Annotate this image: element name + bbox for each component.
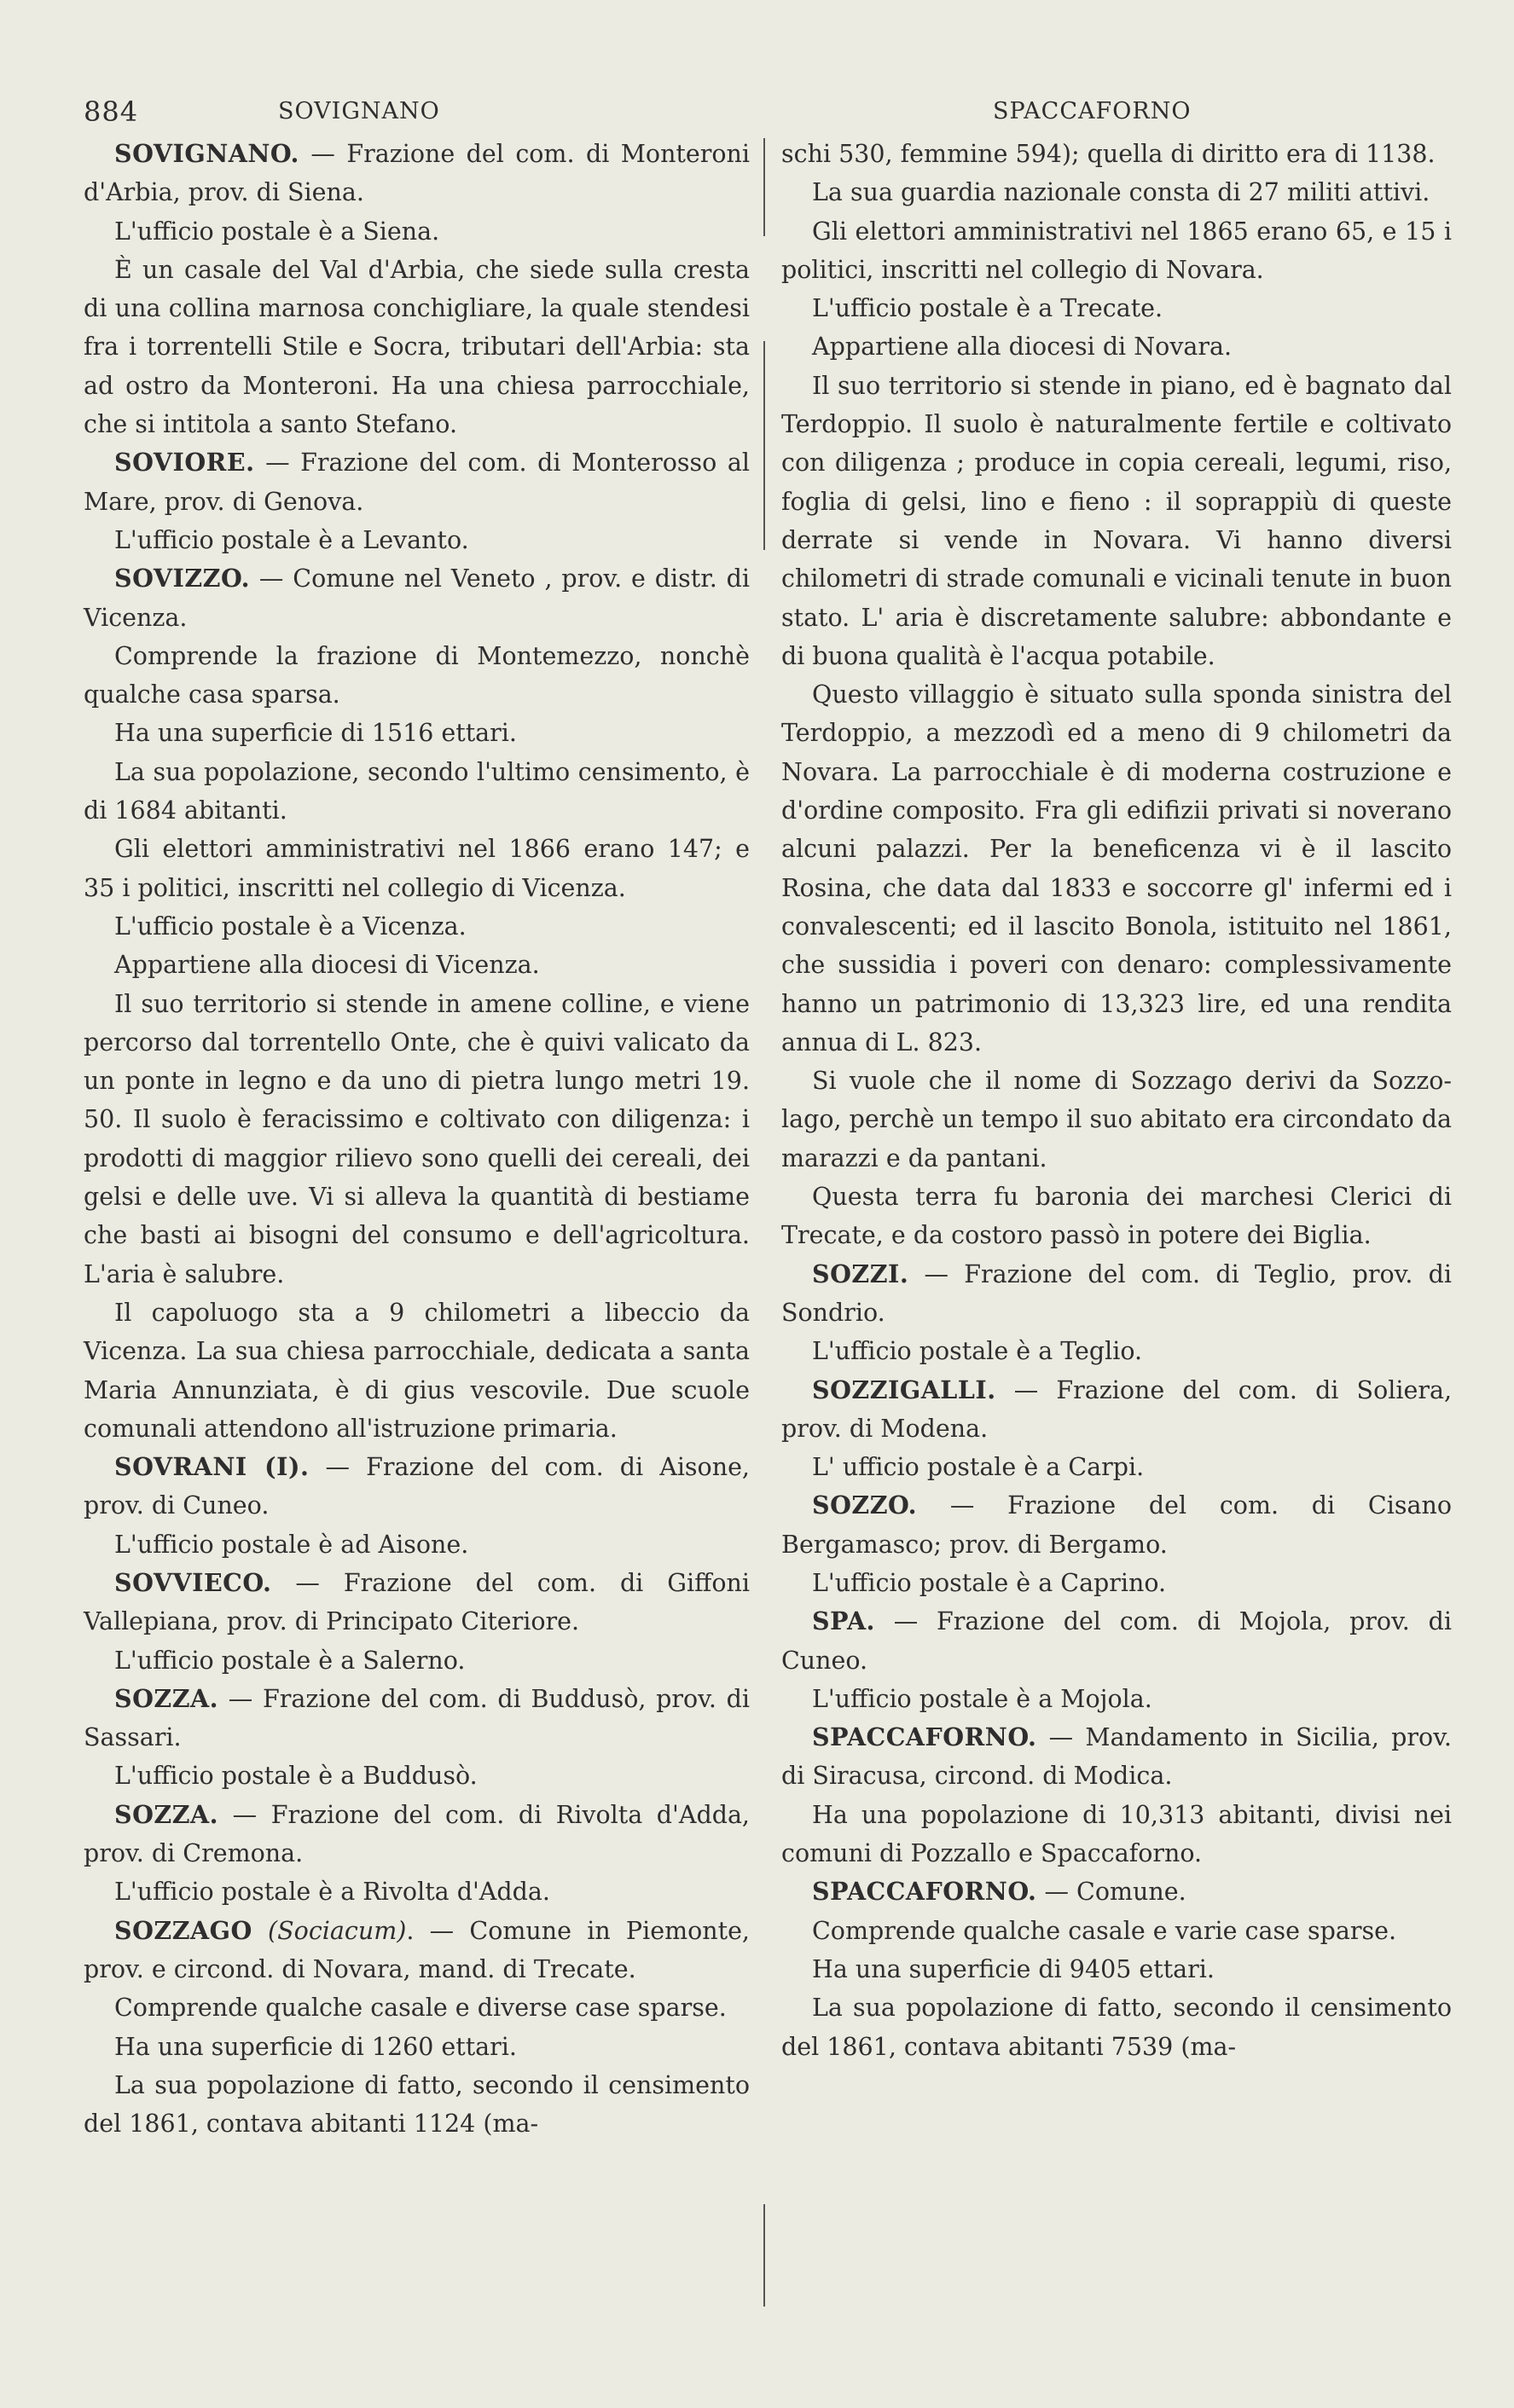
entry-paragraph	[781, 173, 1452, 211]
entry-paragraph	[781, 212, 1452, 290]
dictionary-entry	[84, 1448, 750, 1525]
dictionary-entry	[84, 1912, 750, 1989]
entry-text: — Frazione del com. di Soliera, prov. di Modena.	[781, 1375, 1452, 1443]
entry-headword: SOVIGNANO.	[114, 139, 299, 168]
entry-headword: SOZZA.	[114, 1683, 219, 1713]
entry-text: Appartiene alla diocesi di Vicenza.	[114, 951, 540, 980]
entry-text: L' ufficio postale è a Carpi.	[812, 1453, 1145, 1482]
entry-text: L'ufficio postale è a Buddusò.	[114, 1762, 478, 1791]
entry-text: L'ufficio postale è a Siena.	[114, 217, 440, 246]
entry-text: Gli elettori amministrativi nel 1865 erano 65, e 15 i politici, inscritti nel collegio di Novara.	[781, 217, 1452, 284]
entry-text: La sua popolazione, secondo l'ultimo censimento, è di 1684 abitanti.	[84, 757, 750, 825]
entry-text: — Frazione del com. di Monterosso al Mare, prov. di Genova.	[84, 449, 750, 516]
entry-paragraph	[781, 367, 1452, 675]
entry-paragraph	[781, 1062, 1452, 1178]
entry-paragraph	[84, 521, 750, 559]
page-number: 884	[84, 96, 139, 128]
entry-paragraph	[84, 1525, 750, 1564]
entry-headword: SPA.	[812, 1606, 875, 1636]
entry-paragraph	[781, 289, 1452, 327]
entry-text: L'ufficio postale è a Salerno.	[114, 1646, 466, 1675]
entry-headword: SOZZAGO	[114, 1915, 252, 1945]
entry-text: Comprende la frazione di Montemezzo, nonchè qualche casa sparsa.	[84, 641, 750, 709]
entry-paragraph	[781, 1448, 1452, 1486]
entry-paragraph	[84, 907, 750, 946]
entry-headword: SOZZIGALLI.	[812, 1375, 996, 1404]
entry-paragraph	[84, 2066, 750, 2144]
dictionary-entry	[781, 1486, 1452, 1564]
entry-paragraph	[84, 251, 750, 443]
entry-paragraph	[781, 1988, 1452, 2066]
entry-text: — Frazione del com. di Teglio, prov. di Sondrio.	[781, 1259, 1452, 1327]
entry-paragraph	[781, 1564, 1452, 1602]
entry-paragraph	[781, 1950, 1452, 1988]
entry-text: L'ufficio postale è a Mojola.	[812, 1684, 1152, 1713]
entry-text: Gli elettori amministrativi nel 1866 erano 147; e 35 i politici, inscritti nel collegio di Vicenza.	[84, 835, 750, 902]
entry-headword: SOZZO.	[812, 1491, 918, 1520]
page-header	[84, 96, 1448, 138]
entry-text: Comprende qualche casale e varie case sparse.	[812, 1916, 1397, 1945]
entry-paragraph	[781, 1332, 1452, 1370]
column-rule-top	[763, 138, 765, 236]
dictionary-entry	[781, 1602, 1452, 1680]
entry-headword: SOVIORE.	[114, 448, 255, 478]
left-column	[84, 135, 750, 2143]
entry-text: — Frazione del com. di Monteroni d'Arbia, prov. di Siena.	[84, 140, 750, 207]
entry-paragraph	[84, 946, 750, 984]
dictionary-entry	[84, 1796, 750, 1873]
latin-name: (Sociacum)	[252, 1916, 407, 1945]
entry-text: L'ufficio postale è ad Aisone.	[114, 1530, 469, 1559]
entry-paragraph	[781, 1796, 1452, 1873]
entry-paragraph	[84, 714, 750, 752]
entry-text: Ha una superficie di 1516 ettari.	[114, 719, 517, 748]
entry-text: Appartiene alla diocesi di Novara.	[812, 333, 1233, 362]
entry-text: La sua guardia nazionale consta di 27 militi attivi.	[812, 178, 1430, 207]
entry-headword: SOVRANI (I).	[114, 1452, 310, 1482]
entry-text: . — Comune in Piemonte, prov. e circond. di Novara, mand. di Trecate.	[84, 1916, 750, 1983]
entry-text: — Comune nel Veneto , prov. e distr. di Vicenza.	[84, 564, 750, 632]
entry-paragraph	[781, 1178, 1452, 1255]
entry-text: L'ufficio postale è a Rivolta d'Adda.	[114, 1878, 550, 1907]
entry-text: È un casale del Val d'Arbia, che siede sulla cresta di una collina marnosa conchigliare, la quale stendesi fra i torrentelli Stile e Socra, tributari dell'Arbia: sta ad ostro da Monteroni. Ha una chiesa parrocchiale, che si intitola a santo Stefano.	[84, 255, 750, 439]
entry-text: La sua popolazione di fatto, secondo il censimento del 1861, contava abitanti 1124 (ma-	[84, 2070, 750, 2139]
entry-text: — Comune.	[1036, 1878, 1186, 1907]
entry-text: Questa terra fu baronia dei marchesi Clerici di Trecate, e da costoro passò in potere dei Biglia.	[781, 1183, 1452, 1250]
entry-text: L'ufficio postale è a Vicenza.	[114, 912, 467, 941]
dictionary-entry	[84, 443, 750, 521]
dictionary-entry	[781, 1873, 1452, 1911]
entry-text: — Frazione del com. di Cisano Bergamasco; prov. di Bergamo.	[781, 1491, 1452, 1559]
entry-paragraph	[781, 327, 1452, 366]
running-head-right: SPACCAFORNO	[993, 98, 1192, 124]
entry-headword: SPACCAFORNO.	[812, 1722, 1037, 1752]
dictionary-entry	[781, 1255, 1452, 1333]
entry-text: — Frazione del com. di Giffoni Vallepiana, prov. di Principato Citeriore.	[84, 1568, 750, 1636]
entry-text: — Frazione del com. di Mojola, prov. di Cuneo.	[781, 1607, 1452, 1675]
dictionary-entry	[84, 559, 750, 637]
entry-text: L'ufficio postale è a Levanto.	[114, 525, 469, 554]
entry-headword: SOVIZZO.	[114, 564, 251, 593]
entry-paragraph	[84, 985, 750, 1294]
entry-headword: SPACCAFORNO.	[812, 1877, 1037, 1907]
entry-text: Il suo territorio si stende in amene colline, e viene percorso dal torrentello Onte, che è quivi valicato da un ponte in legno e da uno di pietra lungo metri 19. 50. Il suolo è feracissimo e coltivato con diligenza: i prodotti di maggior rilievo sono quelli dei cereali, dei gelsi e delle uve. Vi si alleva la quantità di bestiame che basti ai bisogni del consumo e dell'agricoltura. L'aria è salubre.	[84, 989, 750, 1288]
running-head-left: SOVIGNANO	[278, 98, 440, 124]
entry-text: Il capoluogo sta a 9 chilometri a libeccio da Vicenza. La sua chiesa parrocchiale, dedicata a santa Maria Annunziata, è di gius vescovile. Due scuole comunali attendono all'istruzione primaria.	[84, 1298, 750, 1443]
column-rule-bottom	[763, 2204, 765, 2307]
entry-text: Questo villaggio è situato sulla sponda sinistra del Terdoppio, a mezzodì ed a meno di 9 chilometri da Novara. La parrocchiale è di moderna costruzione e d'ordine composito. Fra gli edifizii privati si noverano alcuni palazzi. Per la beneficenza vi è il lascito Rosina, che data dal 1833 e soccorre gl' infermi ed i convalescenti; ed il lascito Bonola, istituito nel 1861, che sussidia i poveri con denaro: complessivamente hanno un patrimonio di 13,323 lire, ed una rendita annua di L. 823.	[781, 680, 1452, 1056]
entry-text: — Frazione del com. di Aisone, prov. di Cuneo.	[84, 1453, 750, 1520]
entry-text: L'ufficio postale è a Teglio.	[812, 1337, 1143, 1366]
entry-paragraph	[781, 675, 1452, 1062]
entry-text: — Frazione del com. di Buddusò, prov. di Sassari.	[84, 1684, 750, 1752]
entry-paragraph	[781, 135, 1452, 173]
entry-text: — Frazione del com. di Rivolta d'Adda, prov. di Cremona.	[84, 1800, 750, 1868]
entry-text: L'ufficio postale è a Trecate.	[812, 294, 1163, 323]
dictionary-entry	[781, 1718, 1452, 1796]
entry-text: L'ufficio postale è a Caprino.	[812, 1568, 1167, 1597]
entry-text: La sua popolazione di fatto, secondo il censimento del 1861, contava abitanti 7539 (ma-	[781, 1994, 1452, 2061]
entry-paragraph	[84, 212, 750, 251]
entry-paragraph	[781, 1912, 1452, 1950]
entry-paragraph	[84, 1757, 750, 1795]
entry-paragraph	[84, 1294, 750, 1448]
entry-paragraph	[84, 753, 750, 831]
entry-text: Comprende qualche casale e diverse case sparse.	[114, 1994, 727, 2023]
entry-paragraph	[84, 1641, 750, 1680]
column-rule-mid	[763, 341, 765, 550]
entry-paragraph	[781, 1680, 1452, 1718]
entry-paragraph	[84, 637, 750, 715]
entry-text: Ha una popolazione di 10,313 abitanti, divisi nei comuni di Pozzallo e Spaccaforno.	[781, 1800, 1452, 1868]
right-column	[781, 135, 1452, 2066]
entry-text: Si vuole che il nome di Sozzago derivi da Sozzo-lago, perchè un tempo il suo abitato era circondato da marazzi e da pantani.	[781, 1067, 1452, 1172]
entry-paragraph	[84, 830, 750, 907]
entry-text: Il suo territorio si stende in piano, ed è bagnato dal Terdoppio. Il suolo è naturalmente fertile e coltivato con diligenza ; produce in copia cereali, legumi, riso, foglia di gelsi, lino e fieno : il soprappiù di queste derrate si vende in Novara. Vi hanno diversi chilometri di strade comunali e vicinali tenute in buon stato. L' aria è discretamente salubre: abbondante e di buona qualità è l'acqua potabile.	[781, 371, 1452, 670]
entry-text: schi 530, femmine 594); quella di diritto era di 1138.	[781, 140, 1436, 168]
entry-paragraph	[84, 1988, 750, 2027]
entry-headword: SOVVIECO.	[114, 1567, 272, 1597]
entry-text: — Mandamento in Sicilia, prov. di Siracusa, circond. di Modica.	[781, 1723, 1452, 1791]
entry-paragraph	[84, 1873, 750, 1911]
entry-text: Ha una superficie di 1260 ettari.	[114, 2032, 517, 2061]
dictionary-entry	[84, 1564, 750, 1641]
entry-headword: SOZZA.	[114, 1799, 219, 1829]
dictionary-entry	[84, 1680, 750, 1757]
dictionary-entry	[781, 1371, 1452, 1449]
dictionary-entry	[84, 135, 750, 212]
entry-paragraph	[84, 2028, 750, 2066]
entry-text: Ha una superficie di 9405 ettari.	[812, 1954, 1215, 1983]
entry-headword: SOZZI.	[812, 1259, 909, 1288]
